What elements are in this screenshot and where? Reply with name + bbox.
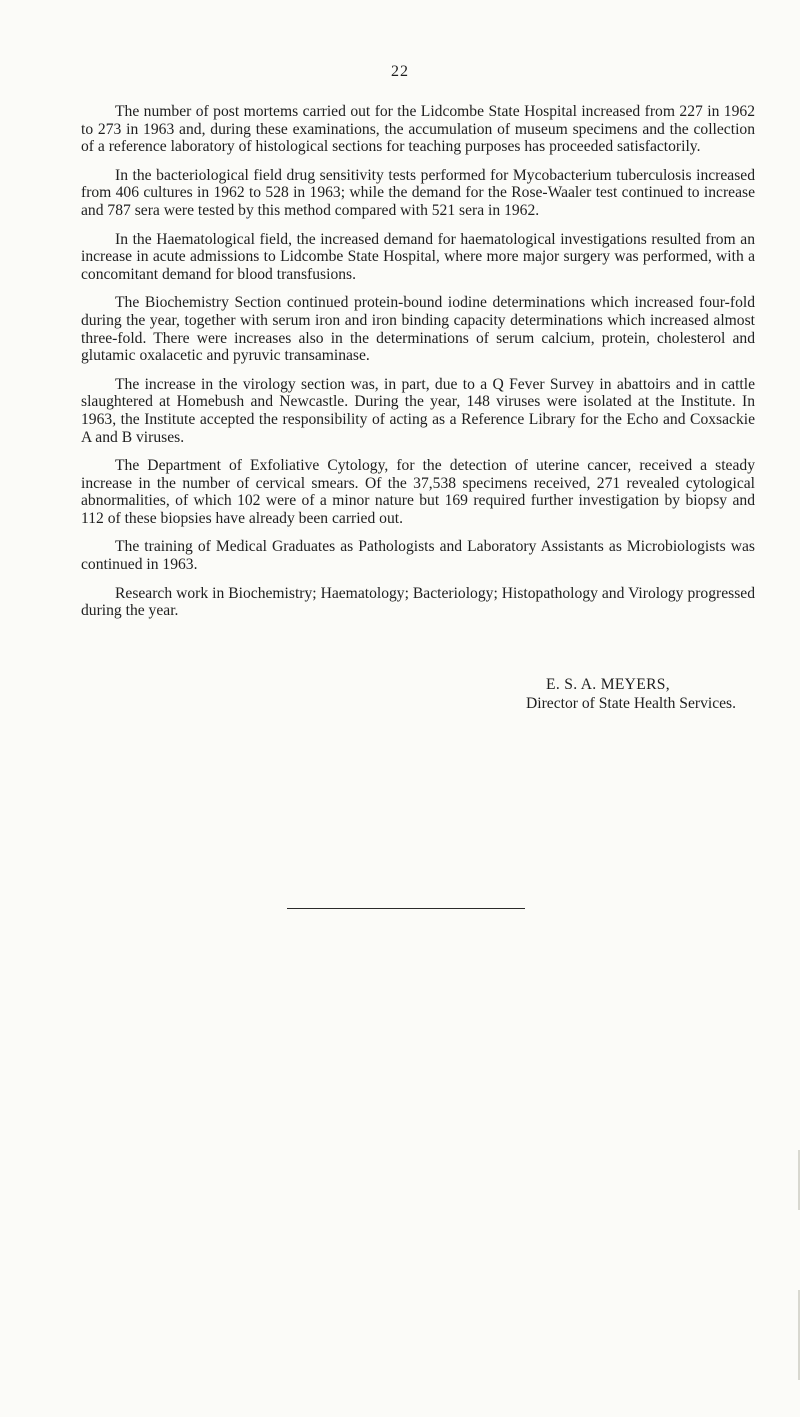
signature-title: Director of State Health Services. [526,695,737,712]
paragraph-bacteriology: In the bacteriological field drug sensitivity tests performed for Mycobacterium tuberculosis increased from 406 cultures in 1962 to 528 in 1963; while the demand for the Rose-Waaler test continued to increase and 787 sera were tested by this method compared with 521 sera in 1962. [81,166,755,219]
signature-block [526,675,766,713]
paragraph-research: Research work in Biochemistry; Haematology; Bacteriology; Histopathology and Virology progressed during the year. [81,584,755,620]
paragraph-post-mortems: The number of post mortems carried out for the Lidcombe State Hospital increased from 227 in 1962 to 273 in 1963 and, during these examinations, the accumulation of museum specimens and the collection of a reference laboratory of histological sections for teaching purposes has proceeded satisfactorily. [81,103,755,156]
paragraph-biochemistry: The Biochemistry Section continued protein-bound iodine determinations which increased four-fold during the year, together with serum iron and iron binding capacity determinations which increased almost three-fold. There were increases also in the determinations of serum calcium, protein, cholesterol and glutamic oxalacetic and pyruvic transaminase. [81,294,755,365]
end-rule [287,908,525,909]
paragraph-training: The training of Medical Graduates as Pathologists and Laboratory Assistants as Microbiologists was continued in 1963. [81,538,755,574]
signature-name: E. S. A. MEYERS, [546,676,670,693]
body-text [81,103,755,631]
paragraph-exfoliative-cytology: The Department of Exfoliative Cytology, for the detection of uterine cancer, received a steady increase in the number of cervical smears. Of the 37,538 specimens received, 271 revealed cytological abnormalities, of which 102 were of a minor nature but 169 required further investigation by biopsy and 112 of these biopsies have already been carried out. [81,457,755,527]
page-number: 22 [391,63,409,80]
paragraph-virology: The increase in the virology section was, in part, due to a Q Fever Survey in abattoirs and in cattle slaughtered at Homebush and Newcastle. During the year, 148 viruses were isolated at the Institute. In 1963, the Institute accepted the responsibility of acting as a Reference Library for the Echo and Coxsackie A and B viruses. [81,375,755,446]
paragraph-haematology: In the Haematological field, the increased demand for haematological investigations resulted from an increase in acute admissions to Lidcombe State Hospital, where more major surgery was performed, with a concomitant demand for blood transfusions. [81,230,755,283]
